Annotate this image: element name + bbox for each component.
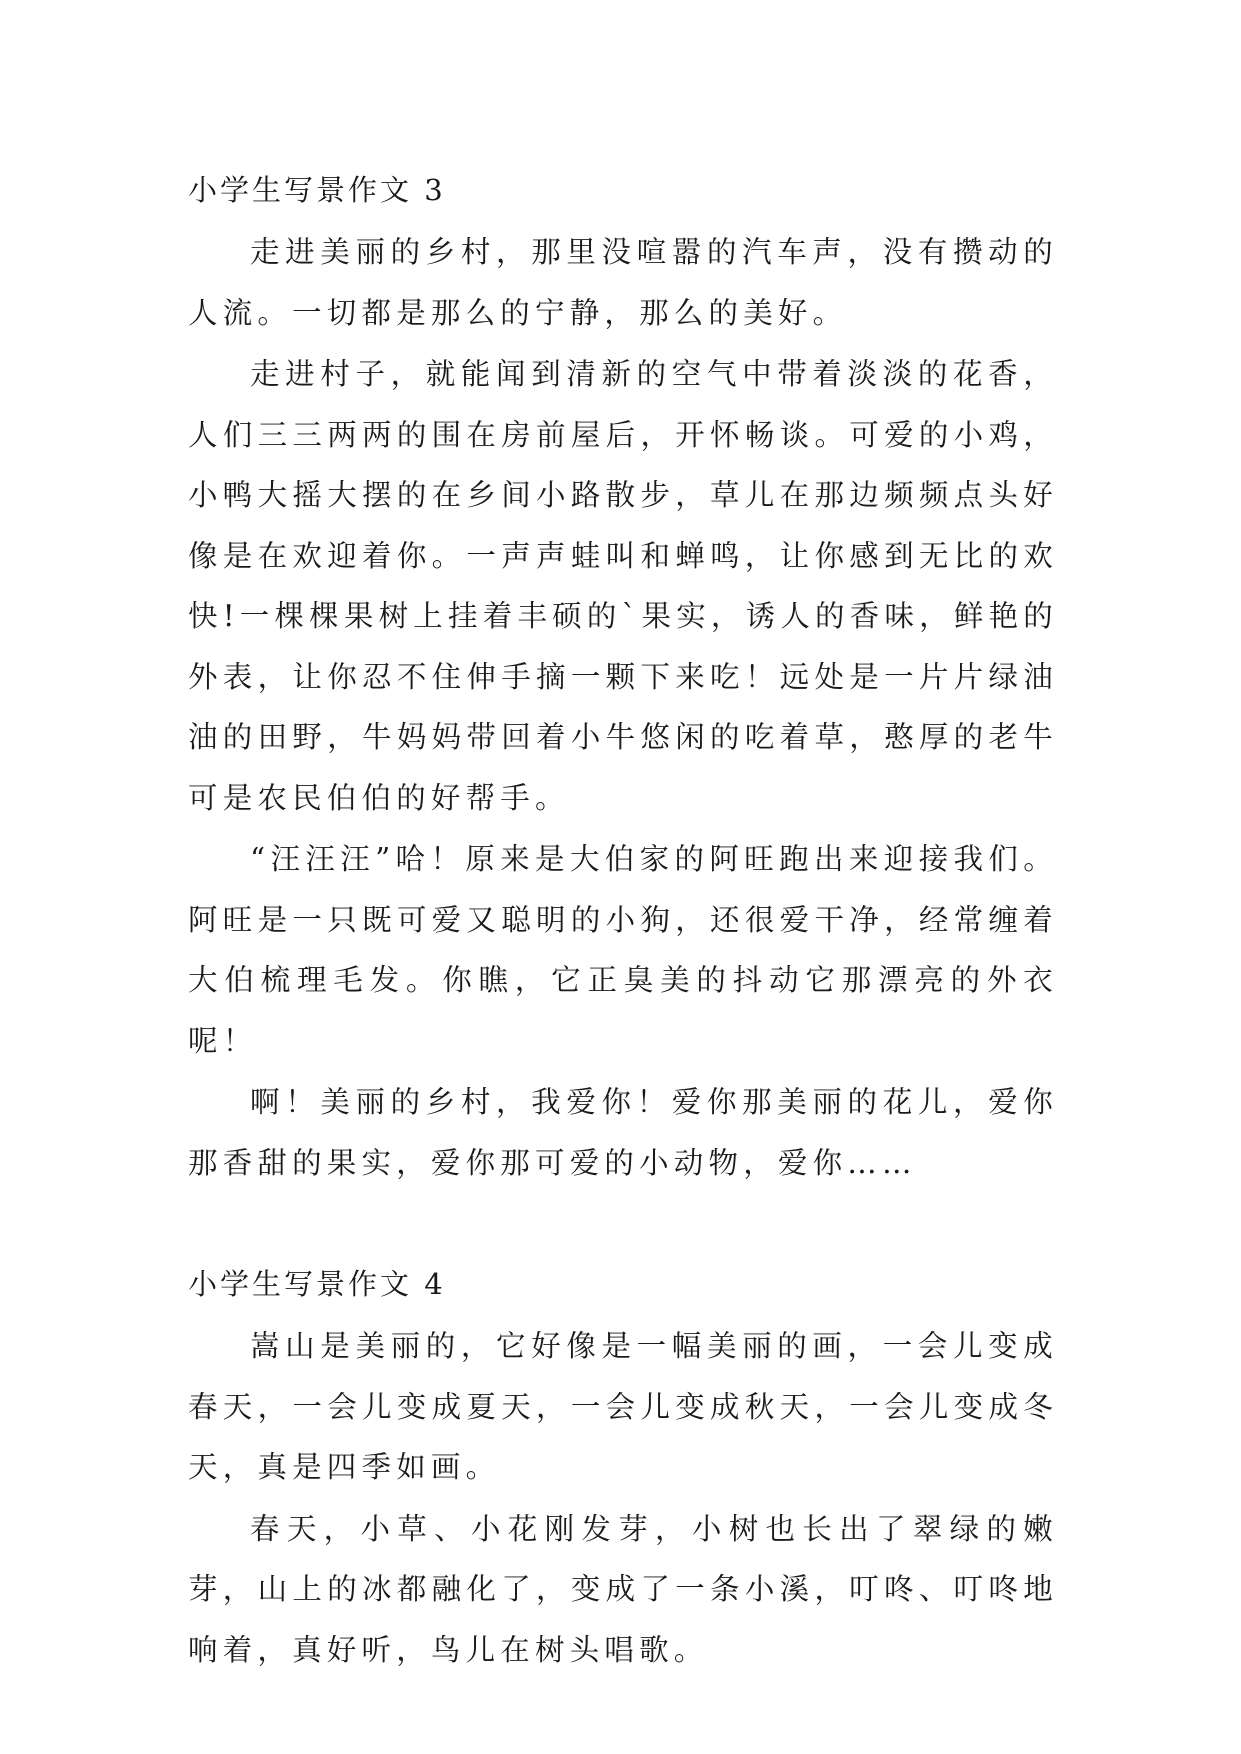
paragraph: 春天，小草、小花刚发芽，小树也长出了翠绿的嫩芽，山上的冰都融化了，变成了一条小溪，叮咚、叮咚地响着，真好听，鸟儿在树头唱歌。 (188, 1511, 1058, 1667)
paragraph: 走进美丽的乡村，那里没喧嚣的汽车声，没有攒动的人流。一切都是那么的宁静，那么的美好。 (188, 235, 1058, 330)
paragraph: 嵩山是美丽的，它好像是一幅美丽的画，一会儿变成春天，一会儿变成夏天，一会儿变成秋天，一会儿变成冬天，真是四季如画。 (188, 1329, 1058, 1484)
essay-title: 小学生写景作文 4 (188, 1267, 446, 1301)
paragraph: 走进村子，就能闻到清新的空气中带着淡淡的花香，人们三三两两的围在房前屋后，开怀畅谈。可爱的小鸡，小鸭大摇大摆的在乡间小路散步，草儿在那边频频点头好像是在欢迎着你。一声声蛙叫和蝉鸣，让你感到无比的欢快!一棵棵果树上挂着丰硕的`果实，诱人的香味，鲜艳的外表，让你忍不住伸手摘一颗下来吃！远处是一片片绿油油的田野，牛妈妈带回着小牛悠闲的吃着草，憨厚的老牛可是农民伯伯的好帮手。 (188, 357, 1058, 815)
essay-title: 小学生写景作文 3 (188, 173, 446, 207)
paragraph: 啊！美丽的乡村，我爱你！爱你那美丽的花儿，爱你那香甜的果实，爱你那可爱的小动物，爱你…… (188, 1085, 1058, 1180)
essay-3 (188, 160, 1058, 1193)
paragraph: “汪汪汪”哈！原来是大伯家的阿旺跑出来迎接我们。阿旺是一只既可爱又聪明的小狗，还很爱干净，经常缠着大伯梳理毛发。你瞧，它正臭美的抖动它那漂亮的外衣呢！ (188, 842, 1058, 1058)
essay-4 (188, 1254, 1058, 1680)
document-body (188, 160, 1058, 1681)
section-spacer (188, 1194, 1058, 1254)
